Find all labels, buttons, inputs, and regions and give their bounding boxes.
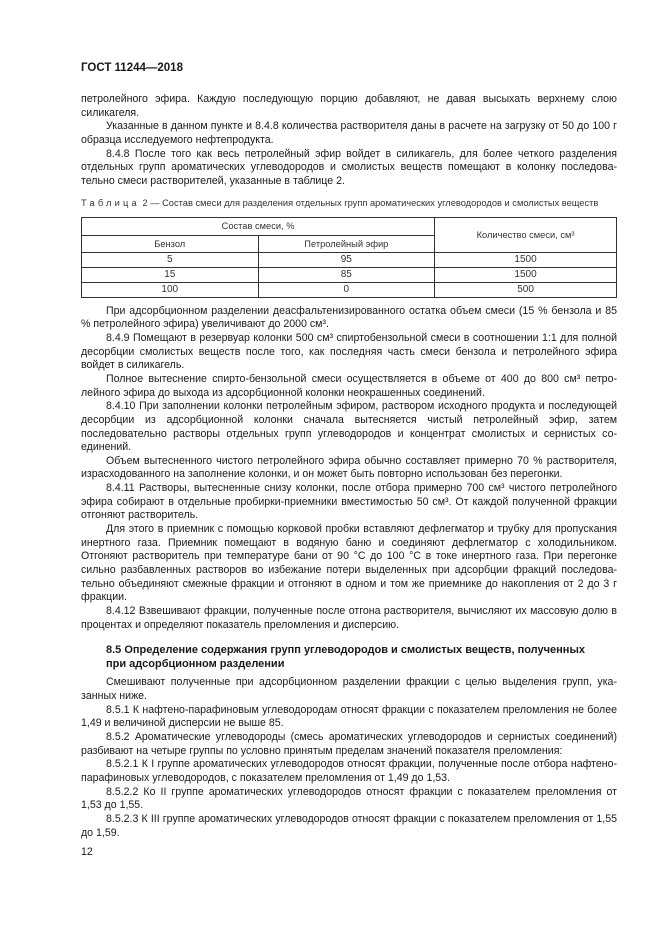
paragraph: 8.5.1 К нафтено-парафиновым углеводородам относят фракции с показателем преломления не более 1,49 и величиной дисперсии не выше 85. (81, 703, 617, 730)
table-caption (81, 197, 617, 209)
cell: 5 (82, 252, 259, 267)
cell: 100 (82, 282, 259, 297)
paragraph: 8.4.9 Помещают в резервуар колонки 500 см³ спиртобензольной смеси в соотношении 1:1 для полной десорбции смолистых веществ после того, как последняя часть смеси бензола и петролейного эфира войдет в силикагель. (81, 331, 617, 372)
text-block-2 (81, 305, 617, 633)
cell: 85 (258, 267, 435, 282)
section-heading-line: 8.5 Определение содержания групп углеводородов и смолистых веществ, полученных (106, 644, 585, 657)
paragraph: петролейного эфира. Каждую последующую порцию добавляют, не давая высыхать верхнему слою силикагеля. (81, 93, 617, 119)
paragraph: Объем вытесненного чистого петролейного эфира обычно составляет примерно 70 % растворителя, израсходованного на заполнение колонки, и он может быть повторно использован без перегонки. (81, 454, 617, 481)
section-heading-line: при адсорбционном разделении (106, 658, 285, 671)
table-caption-number: 2 (142, 197, 148, 208)
paragraph: 8.4.11 Растворы, вытесненные снизу колонки, после отбора примерно 700 см³ чистого петролейного эфира собирают в отдельные пробирки-приемники вместимостью 50 см³. От каждой полученной фракции отгоняют растворитель. (81, 482, 617, 522)
paragraph: 8.5.2.3 К III группе ароматических углеводородов относят фракции с показателем преломления от 1,55 до 1,59. (81, 812, 617, 839)
document-page (81, 0, 617, 899)
mixture-table (81, 217, 617, 298)
document-header: ГОСТ 11244—2018 (81, 62, 183, 74)
paragraph: 8.4.8 После того как весь петролейный эфир войдет в силикагель, для более четкого разделения отдельных групп ароматических углеводородов и смолистых веществ помещают в колонку последовательно смеси растворителей, указанные в таблице 2. (81, 147, 617, 187)
table-caption-label: Таблица (81, 197, 140, 208)
table-row (82, 282, 617, 297)
cell: 15 (82, 267, 259, 282)
section-heading (81, 643, 617, 671)
header-ether: Петролейный эфир (258, 235, 435, 252)
paragraph: 8.4.12 Взвешивают фракции, полученные после отгона растворителя, вычисляют их массовую долю в процентах и определяют показатель преломления и дисперсию. (81, 605, 617, 631)
table-caption-text: — Состав смеси для разделения отдельных групп ароматических углеводородов и смолистых веществ (147, 197, 599, 208)
paragraph: Указанные в данном пункте и 8.4.8 количества растворителя даны в расчете на загрузку от 50 до 100 г образца исследуемого нефтепродукта. (81, 120, 617, 146)
paragraph: При адсорбционном разделении деасфальтенизированного остатка объем смеси (15 % бензола и 85 % петролейного эфира) увеличивают до 2000 см³. (81, 304, 617, 331)
cell: 1500 (435, 252, 617, 267)
paragraph: 8.4.10 При заполнении колонки петролейным эфиром, раствором исходного продукта и последующей десорбции из адсорбционной колонки сначала вытесняется чистый петролейный эфир, затем последовательно растворы отдельных групп углеводородов и концентрат смолистых и сернистых соединений. (81, 400, 617, 454)
page-number: 12 (81, 846, 93, 859)
cell: 1500 (435, 267, 617, 282)
table-row (82, 252, 617, 267)
paragraph: Для этого в приемник с помощью корковой пробки вставляют дефлегматор и трубку для пропускания инертного газа. Приемник помещают в водяную баню и соединяют дефлегматор с холодильником. Отгоняют растворитель при температуре бани от 90 °С до 100 °С в токе инертного газа. При перегонке сильно разбавленных растворов во избежание потери выделенных при адсорбции фракций последовательно объединяют смежные фракции и отгоняют в одном и том же приемнике до накопления от 2 до 3 г фракции. (81, 523, 617, 604)
table-row (82, 267, 617, 282)
text-block-3 (81, 676, 617, 840)
cell: 95 (258, 252, 435, 267)
paragraph: 8.5.2.2 Ко II группе ароматических углеводородов относят фракции с показателем преломления от 1,53 до 1,55. (81, 785, 617, 812)
paragraph: Полное вытеснение спирто-бензольной смеси осуществляется в объеме от 400 до 800 см³ петролейного эфира до выхода из адсорбционной колонки неокрашенных соединений. (81, 372, 617, 399)
paragraph: 8.5.2 Ароматические углеводороды (смесь ароматических углеводородов и сернистых соединений) разбивают на четыре группы по условно принятым пределам значений показателя преломления: (81, 730, 617, 757)
paragraph: Смешивают полученные при адсорбционном разделении фракции с целью выделения групп, указанных ниже. (81, 676, 617, 702)
text-block-1 (81, 93, 617, 189)
header-amount: Количество смеси, см³ (435, 217, 617, 252)
cell: 0 (258, 282, 435, 297)
cell: 500 (435, 282, 617, 297)
header-composition: Состав смеси, % (82, 217, 435, 235)
header-benzene: Бензол (82, 235, 259, 252)
paragraph: 8.5.2.1 К I группе ароматических углеводородов относят фракции, полученные после отбора нафтено-парафиновых углеводородов, с показателем преломления от 1,49 до 1,53. (81, 758, 617, 784)
